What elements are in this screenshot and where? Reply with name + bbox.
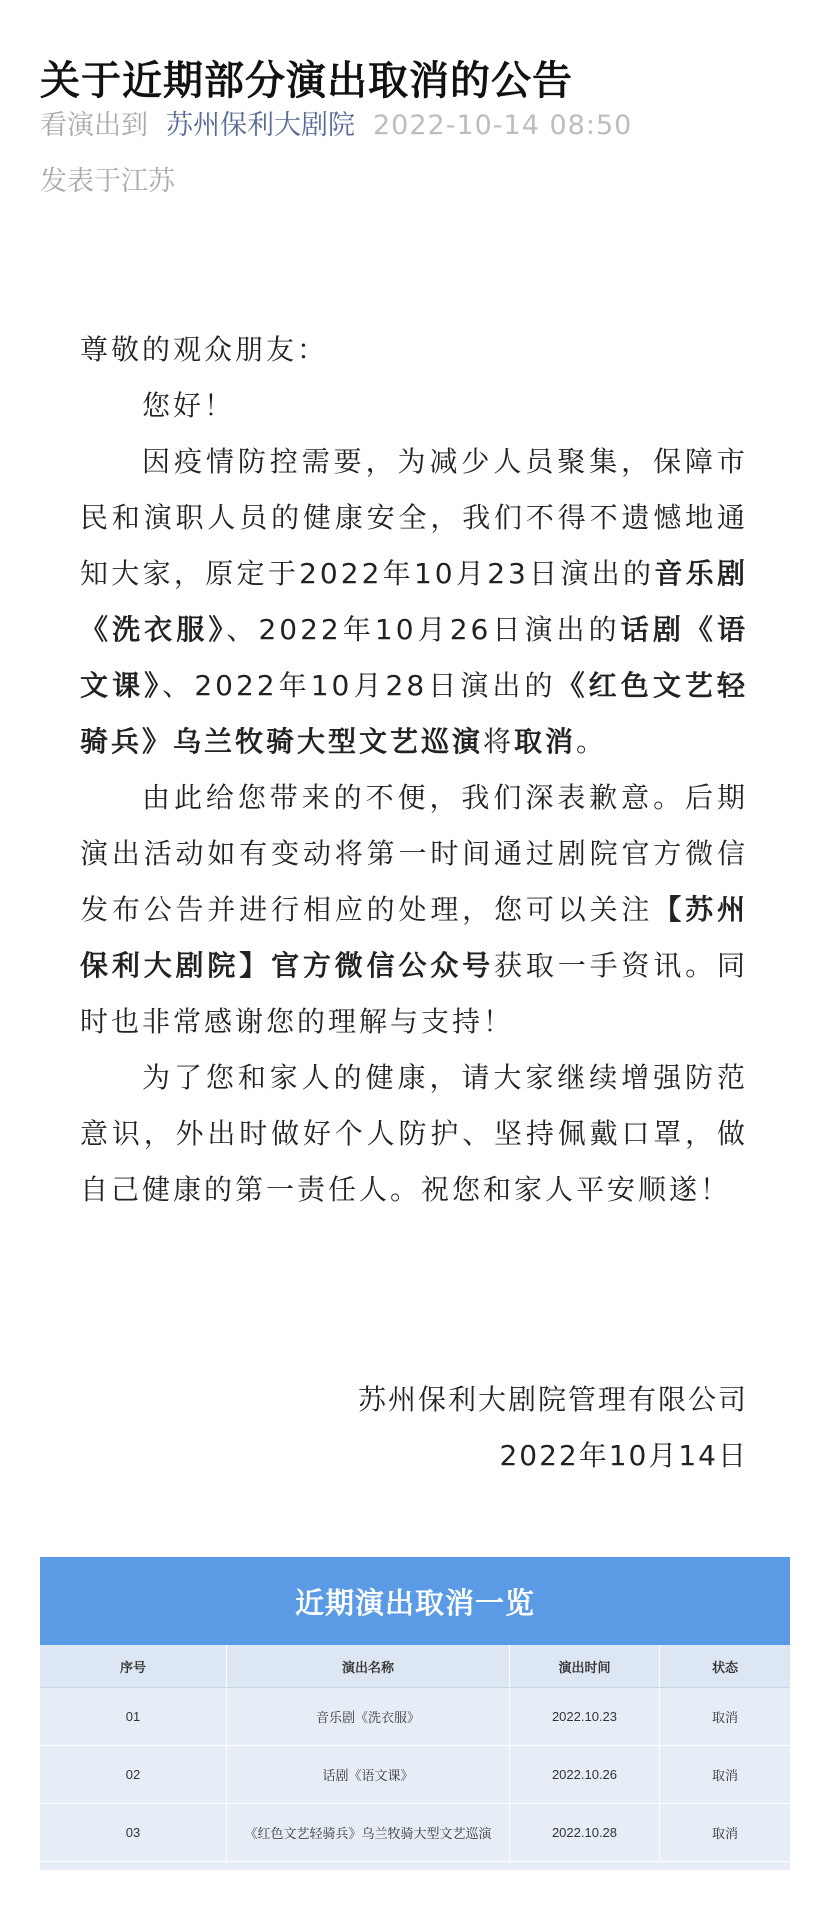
row-show-name: 《红色文艺轻骑兵》乌兰牧骑大型文艺巡演 <box>227 1804 510 1861</box>
header-show-name: 演出名称 <box>227 1645 510 1687</box>
table-row <box>40 1746 790 1804</box>
row-status: 取消 <box>711 1710 738 1725</box>
publish-location-row <box>40 162 175 202</box>
p2-text: 获取一手资讯。同时也非常感谢您的理解与支持！ <box>80 949 748 1038</box>
p1-text: 将 <box>483 725 515 758</box>
greeting: 您好！ <box>142 389 236 422</box>
cancel-keyword: 取消 <box>514 725 577 758</box>
row-show-name: 音乐剧《洗衣服》 <box>227 1688 510 1745</box>
paragraph-apology <box>80 770 748 1050</box>
row-status: 取消 <box>711 1768 738 1783</box>
p1-text: 、2022年10月28日演出的 <box>162 669 557 702</box>
article-title: 关于近期部分演出取消的公告 <box>40 57 573 104</box>
article-meta <box>40 106 632 146</box>
account-name-link[interactable]: 苏州保利大剧院 <box>166 110 355 141</box>
table-title: 近期演出取消一览 <box>40 1557 790 1645</box>
signature-company: 苏州保利大剧院管理有限公司 <box>357 1383 748 1416</box>
row-index: 03 <box>40 1804 227 1861</box>
show-name-3: 《红色文艺轻骑兵》乌兰牧骑大型文艺巡演 <box>80 669 748 758</box>
row-show-time: 2022.10.26 <box>510 1746 660 1803</box>
signature <box>358 1372 748 1484</box>
show-name-1: 音乐剧《洗衣服》 <box>80 557 748 646</box>
table-row <box>40 1804 790 1862</box>
paragraph-cancellation <box>80 434 748 770</box>
article-body <box>80 322 748 1218</box>
signature-date: 2022年10月14日 <box>499 1439 748 1472</box>
cancellation-table-image <box>40 1557 790 1870</box>
row-show-time: 2022.10.28 <box>510 1804 660 1861</box>
p1-text: 。 <box>576 725 608 758</box>
row-show-name: 话剧《语文课》 <box>227 1746 510 1803</box>
official-account-name: 【苏州保利大剧院】官方微信公众号 <box>80 893 748 982</box>
p2-text: 由此给您带来的不便，我们深表歉意。后期演出活动如有变动将第一时间通过剧院官方微信发布公告并进行相应的处理，您可以关注 <box>80 781 748 926</box>
header-index: 序号 <box>40 1645 227 1687</box>
row-index: 01 <box>40 1688 227 1745</box>
table-row <box>40 1688 790 1746</box>
row-index: 02 <box>40 1746 227 1803</box>
paragraph-health: 为了您和家人的健康，请大家继续增强防范意识，外出时做好个人防护、坚持佩戴口罩，做自己健康的第一责任人。祝您和家人平安顺遂！ <box>80 1061 748 1206</box>
meta-prefix: 看演出到 <box>40 110 148 141</box>
publish-location: 发表于江苏 <box>40 166 175 197</box>
publish-datetime: 2022-10-14 08:50 <box>373 110 633 141</box>
row-status: 取消 <box>711 1826 738 1841</box>
header-show-time: 演出时间 <box>510 1645 660 1687</box>
table-header-row <box>40 1645 790 1688</box>
row-show-time: 2022.10.23 <box>510 1688 660 1745</box>
show-name-2: 话剧《语文课》 <box>80 613 748 702</box>
p1-text: 、2022年10月26日演出的 <box>226 613 621 646</box>
salutation: 尊敬的观众朋友： <box>80 333 329 366</box>
header-status: 状态 <box>711 1659 738 1675</box>
p1-text: 因疫情防控需要，为减少人员聚集，保障市民和演职人员的健康安全，我们不得不遗憾地通知大家，原定于2022年10月23日演出的 <box>80 445 748 590</box>
